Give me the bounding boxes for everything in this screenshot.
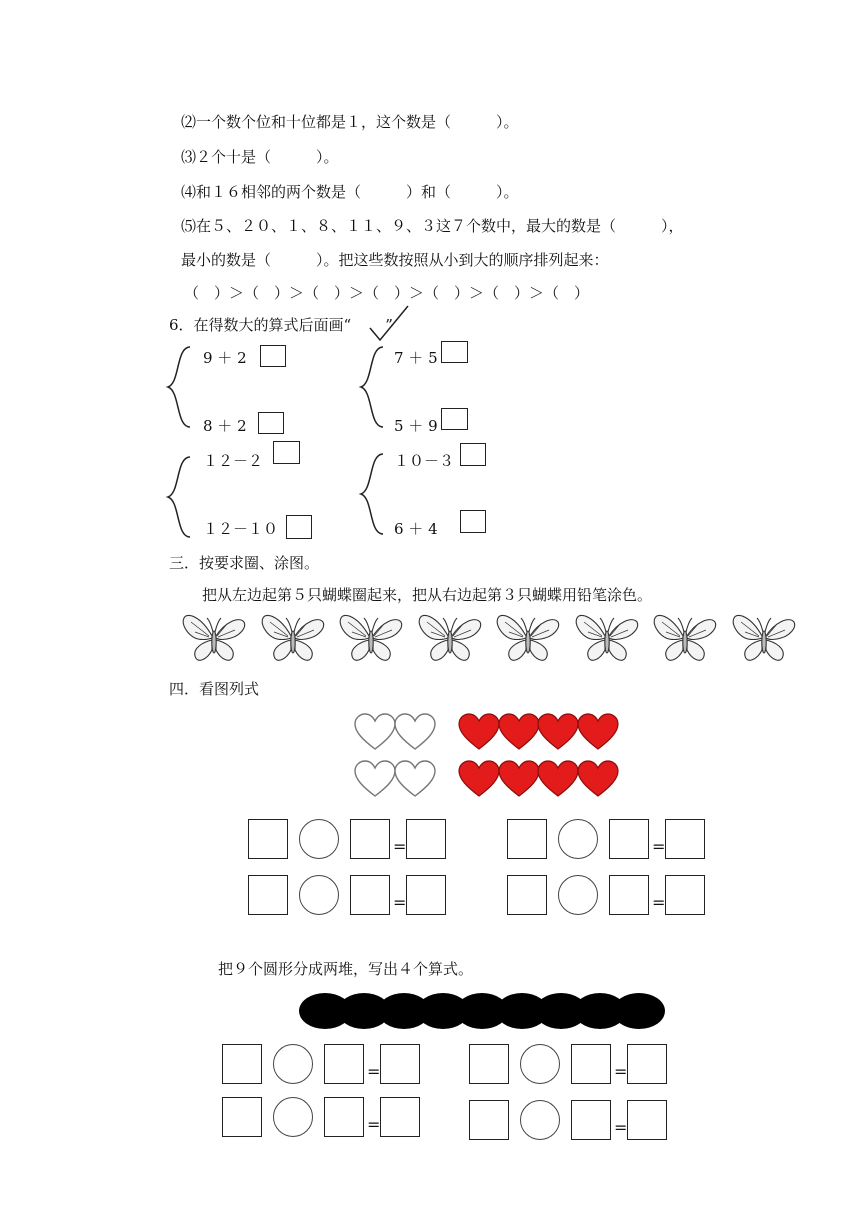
fill-item-2: ⑵一个数个位和十位都是１，这个数是（ ）。 [181,113,519,131]
equals-sign: = [367,1115,381,1134]
fill-item-5-order: （ ）＞（ ）＞（ ）＞（ ）＞（ ）＞（ ）＞（ ） [184,284,590,302]
red-heart-icon [537,713,579,751]
number-box[interactable] [324,1044,364,1084]
number-box[interactable] [350,819,390,859]
red-heart-icon [498,713,540,751]
number-box[interactable] [507,875,547,915]
operator-circle[interactable] [558,819,598,859]
expression-10-minus-3: １０－３ [394,452,455,470]
check-mark-icon [368,304,412,344]
brace-icon [357,345,387,431]
result-box[interactable] [627,1044,667,1084]
number-box[interactable] [324,1097,364,1137]
operator-circle[interactable] [558,875,598,915]
number-box[interactable] [507,819,547,859]
expression-8-plus-2: 8 ＋ 2 [203,417,247,435]
answer-box[interactable] [286,515,312,539]
expression-6-plus-4: 6 ＋ 4 [394,520,438,538]
section3-title: 三．按要求圈、涂图。 [169,554,320,572]
number-box[interactable] [609,875,649,915]
red-heart-icon [498,760,540,798]
equals-sign: = [652,893,666,912]
number-box[interactable] [469,1100,509,1140]
answer-box[interactable] [441,341,468,363]
number-box[interactable] [571,1044,611,1084]
operator-circle[interactable] [273,1097,313,1137]
red-heart-icon [577,713,619,751]
answer-box[interactable] [273,441,300,464]
answer-box[interactable] [460,443,486,466]
outline-heart-icon [354,760,396,798]
butterfly-icon [574,610,640,666]
section4-instruction2: 把９个圆形分成两堆，写出４个算式。 [218,960,474,978]
brace-icon [164,345,194,431]
equals-sign: = [367,1062,381,1081]
result-box[interactable] [665,875,705,915]
fill-item-5: ⑸在５、２０、１、８、１１、９、３这７个数中，最大的数是（ ）， [181,217,684,235]
number-box[interactable] [609,819,649,859]
red-heart-icon [537,760,579,798]
equals-sign: = [652,837,666,856]
expression-5-plus-9: 5 ＋ 9 [394,417,438,435]
black-circle [613,993,665,1029]
number-box[interactable] [222,1044,262,1084]
fill-item-3: ⑶２个十是（ ）。 [181,148,339,166]
operator-circle[interactable] [520,1044,560,1084]
result-box[interactable] [406,875,446,915]
result-box[interactable] [380,1044,420,1084]
answer-box[interactable] [460,510,486,533]
operator-circle[interactable] [299,875,339,915]
section4-title: 四．看图列式 [169,680,260,698]
butterfly-icon [417,610,483,666]
equals-sign: = [614,1062,628,1081]
fill-item-5-cont: 最小的数是（ ）。把这些数按照从小到大的顺序排列起来： [181,251,609,269]
number-box[interactable] [350,875,390,915]
equals-sign: = [393,893,407,912]
butterfly-icon [731,610,797,666]
number-box[interactable] [571,1100,611,1140]
section3-instruction: 把从左边起第５只蝴蝶圈起来，把从右边起第３只蝴蝶用铅笔涂色。 [202,586,653,604]
red-heart-icon [458,760,500,798]
expression-9-plus-2: 9 ＋ 2 [203,349,247,367]
operator-circle[interactable] [520,1100,560,1140]
butterfly-icon [181,610,247,666]
answer-box[interactable] [441,408,468,430]
butterfly-icon [260,610,326,666]
section6-title [169,314,393,335]
result-box[interactable] [406,819,446,859]
number-box[interactable] [248,875,288,915]
operator-circle[interactable] [273,1044,313,1084]
outline-heart-icon [354,713,396,751]
section6-title-close: ” [385,316,393,334]
expression-12-minus-2: １２－２ [203,452,264,470]
red-heart-icon [577,760,619,798]
red-heart-icon [458,713,500,751]
expression-12-minus-10: １２－１０ [203,520,279,538]
outline-heart-icon [394,760,436,798]
butterfly-icon [495,610,561,666]
operator-circle[interactable] [299,819,339,859]
result-box[interactable] [380,1097,420,1137]
equals-sign: = [393,837,407,856]
number-box[interactable] [469,1044,509,1084]
brace-icon [357,452,387,538]
fill-item-4: ⑷和１６相邻的两个数是（ ）和（ ）。 [181,183,519,201]
result-box[interactable] [627,1100,667,1140]
section6-title-text: 6．在得数大的算式后面画“ [169,316,352,334]
brace-icon [164,455,194,541]
answer-box[interactable] [260,345,286,367]
equals-sign: = [614,1118,628,1137]
result-box[interactable] [665,819,705,859]
answer-box[interactable] [258,412,284,434]
number-box[interactable] [248,819,288,859]
butterfly-icon [338,610,404,666]
outline-heart-icon [394,713,436,751]
butterfly-icon [652,610,718,666]
number-box[interactable] [222,1097,262,1137]
expression-7-plus-5: 7 ＋ 5 [394,349,438,367]
